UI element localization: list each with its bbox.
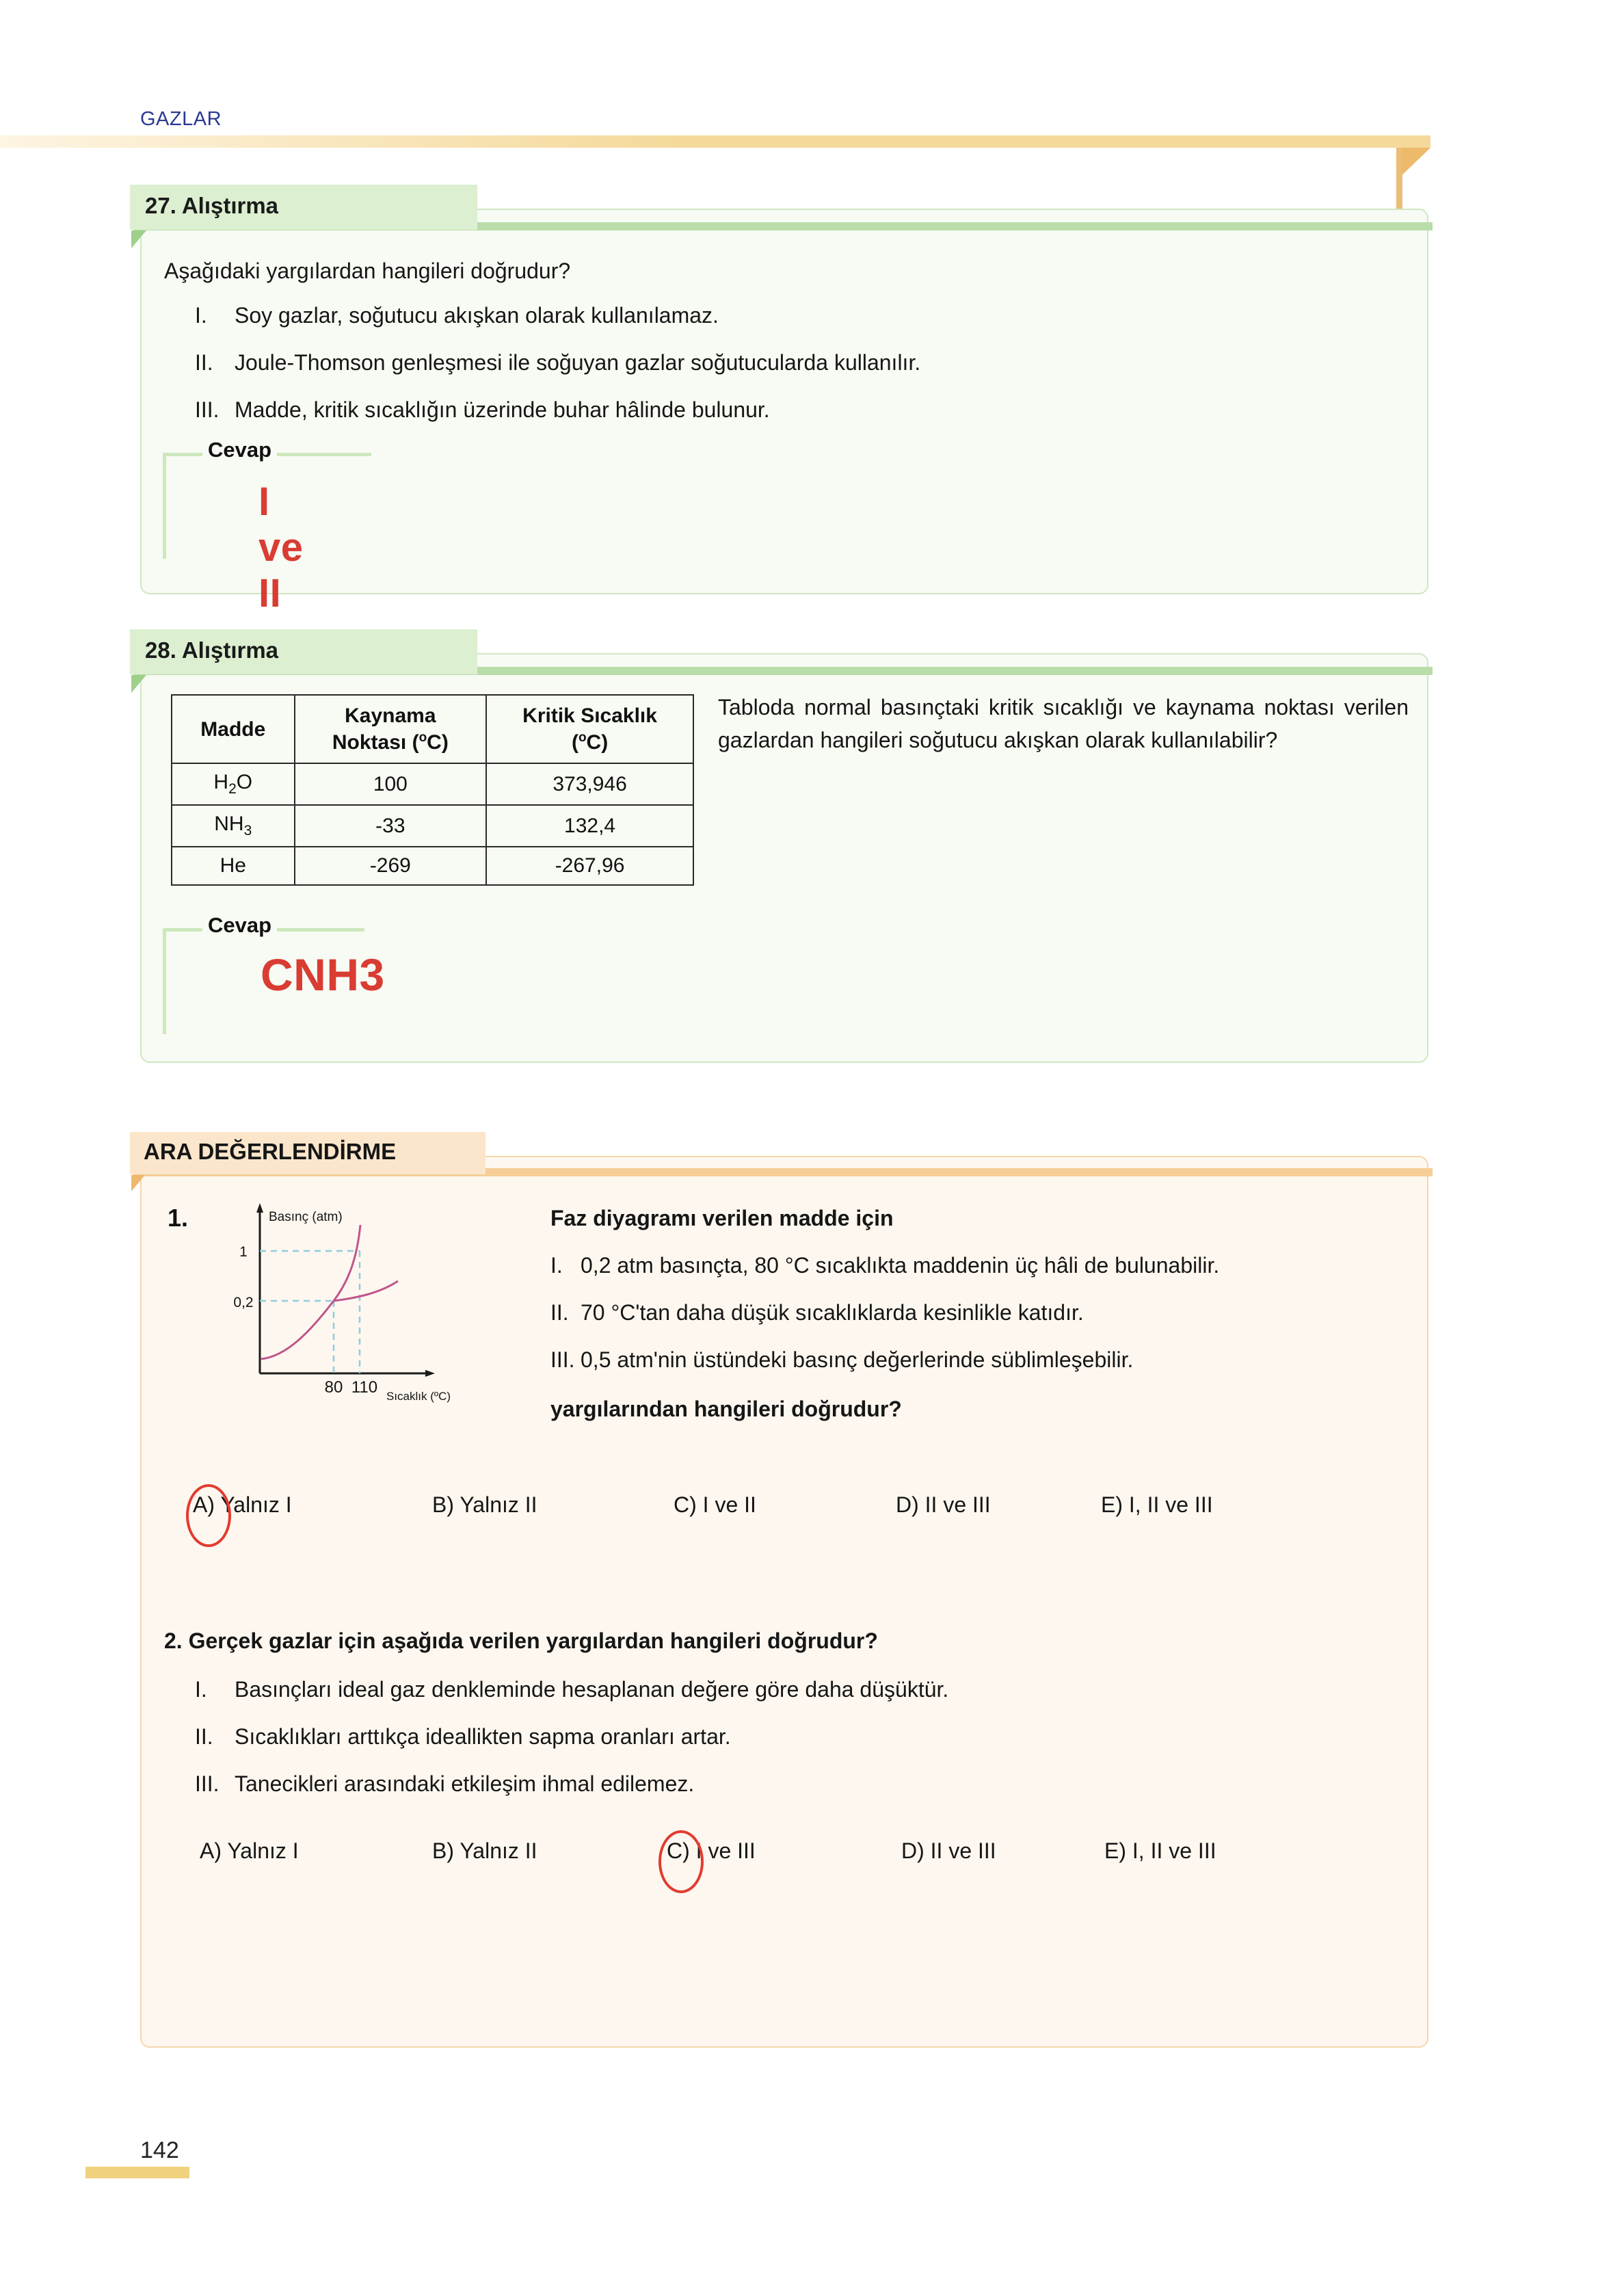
option-text: I ve II: [702, 1492, 756, 1517]
header-text: Kaynama: [345, 704, 436, 727]
exercise-28-question: Tabloda normal basınçtaki kritik sıcaklığı ve kaynama noktası verilen gazlardan hangileri soğutucu akışkan olarak kullanılabilir?: [718, 695, 1409, 752]
cell-madde: $H_2O$: [172, 763, 295, 805]
y-axis-label: Basınç (atm): [269, 1210, 343, 1224]
option-b[interactable]: [432, 1838, 537, 1864]
cell-kritik: -267,96: [486, 847, 693, 885]
running-head: GAZLAR: [140, 108, 222, 130]
x-tick-80: 80: [324, 1378, 343, 1397]
item-numeral: III.: [195, 1771, 219, 1796]
option-key: E): [1104, 1838, 1126, 1863]
gas-properties-table: [171, 694, 694, 886]
item-numeral: III.: [195, 397, 219, 422]
cell-kritik: 373,946: [486, 763, 693, 805]
page-number-rule: [85, 2167, 189, 2178]
question-1-item-2: [550, 1300, 1385, 1325]
top-decoration-bar-fade: [0, 135, 684, 148]
item-numeral: II.: [195, 350, 213, 375]
item-numeral: III.: [550, 1347, 575, 1372]
option-a[interactable]: [193, 1492, 292, 1518]
option-key: D): [896, 1492, 919, 1517]
exercise-28-tab: [130, 629, 477, 674]
exercise-28-answer-label: Cevap: [202, 913, 277, 938]
option-key: B): [432, 1838, 454, 1863]
evaluation-tab-notch: [131, 1175, 145, 1191]
option-key: C): [667, 1838, 690, 1863]
question-1-prompt: Faz diyagramı verilen madde için: [550, 1206, 894, 1230]
option-c[interactable]: [667, 1838, 756, 1864]
option-text: Yalnız I: [220, 1492, 292, 1517]
item-numeral: I.: [195, 303, 207, 328]
phase-diagram-chart: [226, 1200, 513, 1405]
y-axis-arrow: [256, 1203, 263, 1213]
question-2-item-2: [195, 1724, 1357, 1750]
cell-madde: $NH_3$: [172, 805, 295, 847]
table-header-madde: [172, 695, 295, 763]
item-numeral: II.: [195, 1724, 213, 1749]
option-key: A): [200, 1838, 222, 1863]
option-text: I, II ve III: [1128, 1492, 1213, 1517]
option-text: Yalnız II: [460, 1492, 537, 1517]
cell-madde: He: [172, 847, 295, 885]
exercise-27-answer-label: Cevap: [202, 438, 277, 462]
option-text: Yalnız II: [460, 1838, 537, 1863]
option-c[interactable]: [674, 1492, 756, 1518]
question-2-text: Gerçek gazlar için aşağıda verilen yargılardan hangileri doğrudur?: [188, 1628, 878, 1653]
cell-kaynama: 100: [295, 763, 487, 805]
phase-diagram-svg: [226, 1200, 513, 1405]
exercise-27-tab-notch: [131, 230, 146, 248]
option-key: E): [1101, 1492, 1123, 1517]
header-text: Madde: [200, 717, 266, 741]
item-text: Basınçları ideal gaz denkleminde hesaplanan değere göre daha düşüktür.: [235, 1677, 949, 1702]
question-2-item-1: [195, 1677, 1357, 1702]
option-a[interactable]: [200, 1838, 299, 1864]
item-text: Madde, kritik sıcaklığın üzerinde buhar hâlinde bulunur.: [235, 397, 770, 422]
table-row: [172, 847, 693, 885]
exercise-27-item-1: [195, 303, 1323, 328]
item-numeral: I.: [550, 1253, 563, 1278]
item-text: Soy gazlar, soğutucu akışkan olarak kullanılamaz.: [235, 303, 719, 328]
option-d[interactable]: [901, 1838, 996, 1864]
option-text: Yalnız I: [227, 1838, 299, 1863]
option-text: I, II ve III: [1132, 1838, 1216, 1863]
x-tick-110: 110: [351, 1378, 378, 1397]
item-text: 0,2 atm basınçta, 80 °C sıcaklıkta maddenin üç hâli de bulunabilir.: [581, 1253, 1220, 1278]
exercise-27-tab: [130, 185, 477, 230]
option-d[interactable]: [896, 1492, 991, 1518]
table-row: [172, 763, 693, 805]
table-header-kaynama: Kaynama Noktası ($^o$C): [295, 695, 487, 763]
table-header-kritik: Kritik Sıcaklık ($^o$C): [486, 695, 693, 763]
item-text: Sıcaklıkları arttıkça ideallikten sapma oranları artar.: [235, 1724, 731, 1749]
x-axis-arrow: [425, 1370, 435, 1377]
exercise-27-item-3: [195, 397, 1323, 423]
item-text: Joule-Thomson genleşmesi ile soğuyan gazlar soğutucularda kullanılır.: [235, 350, 921, 375]
option-key: A): [193, 1492, 215, 1517]
cell-kritik: 132,4: [486, 805, 693, 847]
option-text: I ve III: [695, 1838, 756, 1863]
exercise-27-answer-value: I ve II: [258, 479, 304, 616]
option-key: B): [432, 1492, 454, 1517]
option-b[interactable]: [432, 1492, 537, 1518]
x-axis-label: Sıcaklık (ºC): [386, 1390, 451, 1403]
item-text: 0,5 atm'nin üstündeki basınç değerlerinde süblimleşebilir.: [581, 1347, 1134, 1372]
item-numeral: I.: [195, 1677, 207, 1702]
evaluation-tab: [130, 1132, 485, 1174]
table-header-row: [172, 695, 693, 763]
question-1-options: [0, 1492, 1624, 1533]
question-1-item-3: [550, 1347, 1385, 1373]
item-text: Tanecikleri arasındaki etkileşim ihmal edilemez.: [235, 1771, 695, 1796]
evaluation-tab-label: ARA DEĞERLENDİRME: [144, 1139, 397, 1164]
exercise-28-tab-notch: [131, 675, 146, 693]
exercise-27-tab-label: 27. Alıştırma: [145, 193, 279, 218]
option-text: II ve III: [930, 1838, 996, 1863]
question-1-number: 1.: [168, 1204, 189, 1232]
solid-liquid-curve: [261, 1225, 360, 1359]
question-2-item-3: [195, 1771, 1357, 1797]
cell-kaynama: -269: [295, 847, 487, 885]
exercise-28-answer-value: CNH3: [261, 949, 385, 1000]
option-key: C): [674, 1492, 697, 1517]
option-text: II ve III: [924, 1492, 991, 1517]
table-row: [172, 805, 693, 847]
option-key: D): [901, 1838, 924, 1863]
page-number: 142: [140, 2137, 179, 2163]
question-2-number: 2.: [164, 1628, 183, 1653]
exercise-27-item-2: [195, 350, 1323, 375]
cell-kaynama: -33: [295, 805, 487, 847]
question-2-options: [0, 1838, 1624, 1879]
item-text: 70 °C'tan daha düşük sıcaklıklarda kesinlikle katıdır.: [581, 1300, 1084, 1325]
option-e[interactable]: [1101, 1492, 1213, 1518]
y-tick-02: 0,2: [233, 1295, 254, 1310]
item-numeral: II.: [550, 1300, 569, 1325]
header-text: Kritik Sıcaklık: [522, 704, 657, 727]
exercise-27-prompt: Aşağıdaki yargılardan hangileri doğrudur?: [164, 259, 571, 283]
question-1-closing: yargılarından hangileri doğrudur?: [550, 1397, 902, 1421]
question-2-prompt: [164, 1626, 1361, 1656]
option-e[interactable]: [1104, 1838, 1216, 1864]
exercise-28-tab-label: 28. Alıştırma: [145, 637, 279, 663]
y-tick-1: 1: [239, 1244, 248, 1260]
question-1-item-1: [550, 1253, 1385, 1278]
